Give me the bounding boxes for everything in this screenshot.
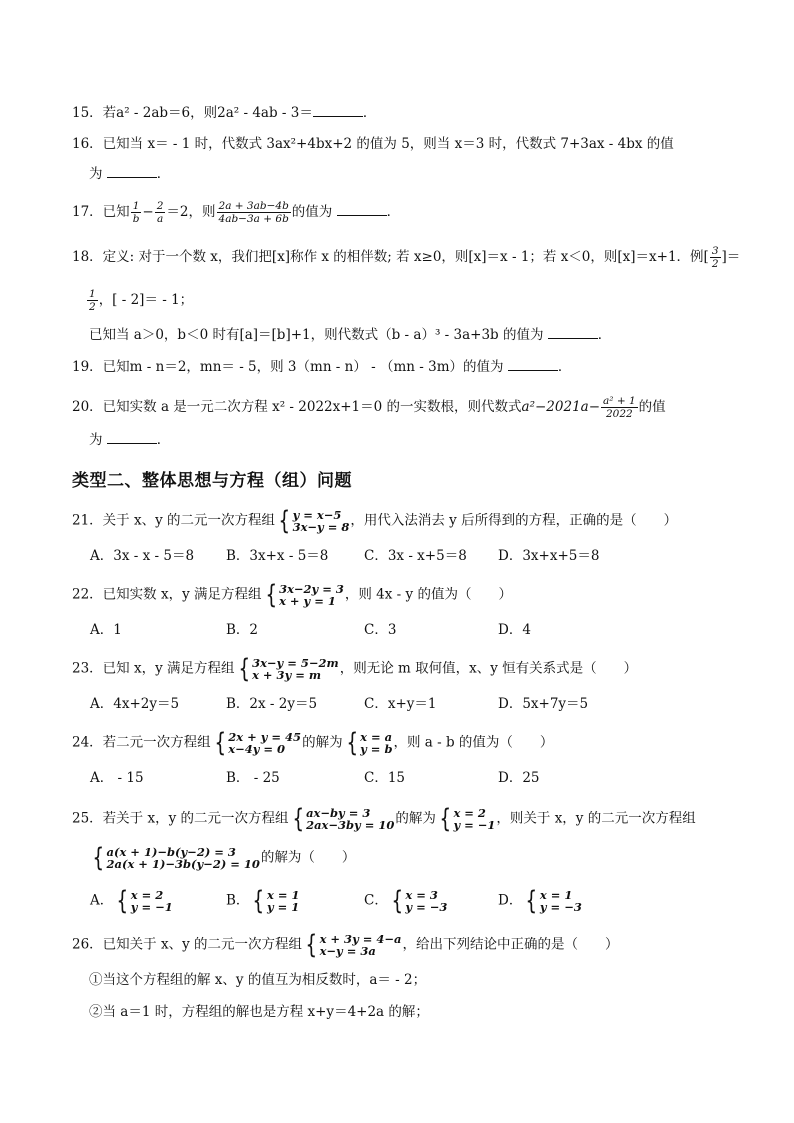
option-a[interactable]: A． { x = 2 y = −1 (90, 886, 173, 916)
question-16-line2: 为 ． (89, 166, 171, 182)
answer-blank (508, 358, 558, 371)
question-26-item2: ②当 a＝1 时，方程组的解也是方程 x+y＝4+2a 的解； (89, 1004, 429, 1020)
option-c[interactable]: C．3 (364, 622, 397, 638)
option-d[interactable]: D．3x+x+5＝8 (498, 548, 600, 564)
equation-system: { x + 3y = 4−a x−y = 3a (305, 930, 402, 960)
question-17: 17．已知 $\frac{1}{b}$ − $\frac{2}{a}$ ＝2，则 $\frac{2a + 3ab-4b}{4ab-3a + 6b}$ 的值为 ． (72, 200, 401, 225)
option-system: { x = 3 y = −3 (391, 886, 448, 916)
option-a[interactable]: A． - 15 (90, 770, 144, 786)
section-heading: 类型二、整体思想与方程（组）问题 (72, 471, 352, 491)
answer-blank (548, 326, 598, 339)
option-b[interactable]: B． { x = 1 y = 1 (226, 886, 300, 916)
option-a[interactable]: A．3x - x - 5＝8 (90, 548, 195, 564)
question-19: 19．已知m - n＝2，mn＝ - 5，则 3（mn - n） - （mn - 3m）的值为 ． (72, 359, 572, 375)
equation-system: { 3x−y = 5−2m x + 3y = m (237, 654, 339, 684)
equation-system: { 2x + y = 45 x−4y = 0 (214, 728, 302, 758)
option-system: { x = 1 y = −3 (525, 886, 582, 916)
option-d[interactable]: D．5x+7y＝5 (498, 696, 589, 712)
question-25-line1: 25．若关于 x，y 的二元一次方程组 { ax−by = 3 2ax−3by = 10 的解为 { x = 2 y = −1 ，则关于 x，y 的二元一次方程组 (72, 804, 696, 834)
answer-blank (337, 203, 387, 216)
question-18-line2: $\frac{1}{2}$ ，[ - 2]＝ - 1； (89, 288, 194, 313)
equation-system: { a(x + 1)−b(y−2) = 3 2a(x + 1)−3b(y−2) = 10 (92, 843, 260, 873)
option-system: { x = 1 y = 1 (252, 886, 300, 916)
question-18-line1: 18．定义: 对于一个数 x，我们把[x]称作 x 的相伴数; 若 x≥0，则[x]＝x - 1；若 x＜0，则[x]＝x+1．例[ $\frac{3}{2}$ ]＝ (72, 245, 741, 270)
question-23: 23．已知 x，y 满足方程组 { 3x−y = 5−2m x + 3y = m ，则无论 m 取何值，x、y 恒有关系式是（ ） (72, 654, 638, 684)
option-b[interactable]: B．3x+x - 5＝8 (226, 548, 329, 564)
option-d[interactable]: D．4 (498, 622, 531, 638)
fraction: $\frac{1}{2}$ (89, 288, 96, 313)
equation-system: { 3x−2y = 3 x + y = 1 (264, 580, 344, 610)
option-b[interactable]: B．2x - 2y＝5 (226, 696, 318, 712)
answer-blank (107, 431, 157, 444)
question-24: 24．若二元一次方程组 { 2x + y = 45 x−4y = 0 的解为 { x = a y = b ，则 a - b 的值为（ ） (72, 728, 554, 758)
question-18-line3: 已知当 a＞0，b＜0 时有[a]＝[b]+1，则代数式（b - a）³ - 3a+3b 的值为 ． (89, 327, 612, 343)
solution-system: { x = 2 y = −1 (439, 804, 496, 834)
fraction: $\frac{3}{2}$ (711, 245, 719, 270)
question-15: 15．若a² - 2ab＝6，则2a² - 4ab - 3＝ ． (72, 105, 377, 121)
answer-blank (107, 165, 157, 178)
option-c[interactable]: C．x+y＝1 (364, 696, 437, 712)
equation-system: { y = x−5 3x−y = 8 (278, 506, 350, 536)
fraction: $\frac{2a + 3ab-4b}{4ab-3a + 6b}$ (218, 200, 289, 225)
equation-system: { ax−by = 3 2ax−3by = 10 (291, 804, 395, 834)
question-25-line2: { a(x + 1)−b(y−2) = 3 2a(x + 1)−3b(y−2) = 10 的解为（ ） (89, 845, 355, 871)
option-d[interactable]: D． { x = 1 y = −3 (498, 886, 582, 916)
answer-blank (313, 104, 363, 117)
option-b[interactable]: B．2 (226, 622, 259, 638)
question-16-line1: 16．已知当 x＝ - 1 时，代数式 3ax²+4bx+2 的值为 5，则当 x＝3 时，代数式 7+3ax - 4bx 的值 (72, 136, 674, 152)
option-c[interactable]: C．3x - x+5＝8 (364, 548, 467, 564)
question-26-item1: ①当这个方程组的解 x、y 的值互为相反数时，a＝ - 2； (89, 972, 427, 988)
fraction: $\frac{2}{a}$ (156, 200, 164, 225)
question-22: 22．已知实数 x，y 满足方程组 { 3x−2y = 3 x + y = 1 ，则 4x - y 的值为（ ） (72, 580, 512, 610)
fraction: $\frac{\text{a² + 1}}{2022}$ (603, 395, 636, 420)
question-20-line1: 20．已知实数 a 是一元二次方程 x² - 2022x+1＝0 的一实数根，则代数式a²−2021a− $\frac{\text{a² + 1}}{2022}$ 的值 (72, 395, 666, 420)
question-20-line2: 为 ． (89, 432, 171, 448)
question-21: 21．关于 x、y 的二元一次方程组 { y = x−5 3x−y = 8 ，用代入法消去 y 后所得到的方程，正确的是（ ） (72, 506, 678, 536)
option-c[interactable]: C． { x = 3 y = −3 (364, 886, 448, 916)
option-b[interactable]: B． - 25 (226, 770, 280, 786)
option-system: { x = 2 y = −1 (116, 886, 173, 916)
option-a[interactable]: A．4x+2y＝5 (90, 696, 180, 712)
option-a[interactable]: A．1 (90, 622, 122, 638)
solution-system: { x = a y = b (346, 728, 393, 758)
option-d[interactable]: D．25 (498, 770, 540, 786)
option-c[interactable]: C．15 (364, 770, 406, 786)
fraction: $\frac{1}{b}$ (132, 200, 140, 225)
question-26: 26．已知关于 x、y 的二元一次方程组 { x + 3y = 4−a x−y = 3a ，给出下列结论中正确的是（ ） (72, 930, 619, 960)
